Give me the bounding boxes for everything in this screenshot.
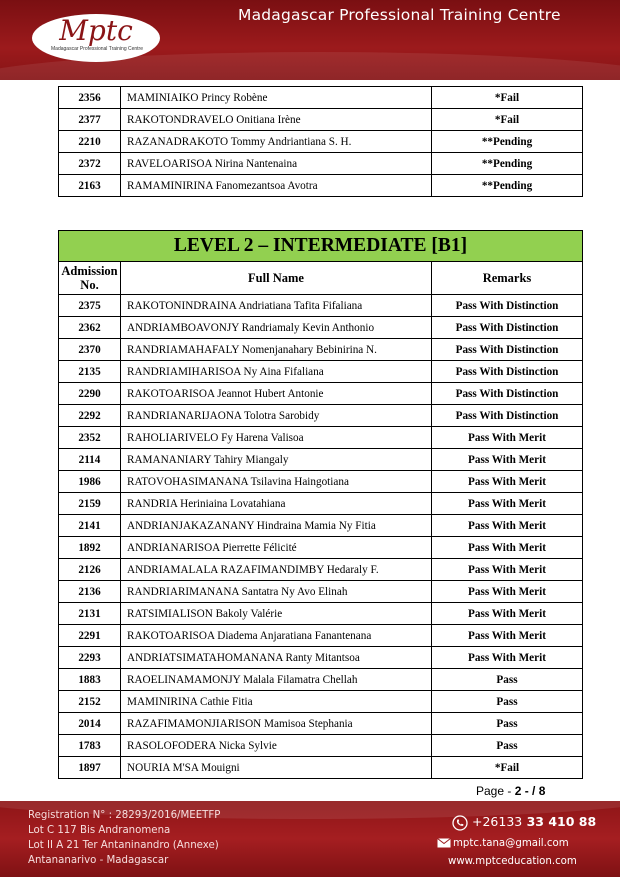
phone-contact xyxy=(452,814,596,831)
address-line-1: Lot C 117 Bis Andranomena xyxy=(28,825,171,836)
admission-number-cell: 1986 xyxy=(59,471,121,493)
level-title-row xyxy=(59,231,583,262)
admission-header-line2: No. xyxy=(80,278,99,292)
table-row xyxy=(59,581,583,603)
admission-number-cell: 2352 xyxy=(59,427,121,449)
page-number xyxy=(476,784,545,798)
admission-number-cell: 2377 xyxy=(59,109,121,131)
table-row xyxy=(59,175,583,197)
table-row xyxy=(59,317,583,339)
header-title: Madagascar Professional Training Centre xyxy=(238,6,561,24)
remark-cell: Pass xyxy=(432,691,583,713)
table-body xyxy=(59,295,583,779)
table-row xyxy=(59,625,583,647)
table-row xyxy=(59,361,583,383)
table-row xyxy=(59,757,583,779)
registration-number: Registration N° : 28293/2016/MEETFP xyxy=(28,810,221,821)
admission-number-cell: 2210 xyxy=(59,131,121,153)
table-row xyxy=(59,493,583,515)
remark-cell: Pass xyxy=(432,735,583,757)
admission-number-cell: 2131 xyxy=(59,603,121,625)
remark-cell: *Fail xyxy=(432,757,583,779)
admission-number-cell: 2135 xyxy=(59,361,121,383)
admission-number-cell: 2290 xyxy=(59,383,121,405)
admission-number-cell: 2291 xyxy=(59,625,121,647)
remark-cell: Pass xyxy=(432,713,583,735)
remark-cell: Pass With Distinction xyxy=(432,317,583,339)
admission-number-cell: 2362 xyxy=(59,317,121,339)
remark-cell: Pass With Merit xyxy=(432,625,583,647)
full-name-cell: RANDRIA Heriniaina Lovatahiana xyxy=(121,493,432,515)
full-name-cell: RAKOTOARISOA Jeannot Hubert Antonie xyxy=(121,383,432,405)
remark-cell: Pass With Merit xyxy=(432,427,583,449)
page-prefix: Page - xyxy=(476,784,515,798)
remark-cell: **Pending xyxy=(432,131,583,153)
table-row xyxy=(59,131,583,153)
table-row xyxy=(59,471,583,493)
full-name-cell: RANDRIARIMANANA Santatra Ny Avo Elinah xyxy=(121,581,432,603)
full-name-cell: RATSIMIALISON Bakoly Valérie xyxy=(121,603,432,625)
admission-number-cell: 2293 xyxy=(59,647,121,669)
remark-cell: Pass With Merit xyxy=(432,537,583,559)
admission-header xyxy=(59,262,121,295)
full-name-cell: RAHOLIARIVELO Fy Harena Valisoa xyxy=(121,427,432,449)
remark-cell: Pass With Distinction xyxy=(432,339,583,361)
admission-number-cell: 2372 xyxy=(59,153,121,175)
table-row xyxy=(59,383,583,405)
remark-cell: Pass xyxy=(432,669,583,691)
full-name-cell: ANDRIANJAKAZANANY Hindraina Mamia Ny Fitia xyxy=(121,515,432,537)
full-name-cell: RAZANADRAKOTO Tommy Andriantiana S. H. xyxy=(121,131,432,153)
remark-cell: Pass With Merit xyxy=(432,559,583,581)
admission-number-cell: 2126 xyxy=(59,559,121,581)
table-row xyxy=(59,515,583,537)
phone-prefix: +26133 xyxy=(472,814,523,829)
remark-cell: Pass With Merit xyxy=(432,603,583,625)
table-row xyxy=(59,669,583,691)
full-name-cell: RAKOTONDRAVELO Onitiana Irène xyxy=(121,109,432,131)
remark-cell: Pass With Distinction xyxy=(432,295,583,317)
results-table-continued xyxy=(58,86,583,197)
table-row xyxy=(59,559,583,581)
table-row xyxy=(59,295,583,317)
admission-number-cell: 2014 xyxy=(59,713,121,735)
full-name-cell: RASOLOFODERA Nicka Sylvie xyxy=(121,735,432,757)
level-title: LEVEL 2 – INTERMEDIATE [B1] xyxy=(59,231,583,262)
table-row xyxy=(59,153,583,175)
full-name-cell: MAMINIRINA Cathie Fitia xyxy=(121,691,432,713)
admission-number-cell: 2152 xyxy=(59,691,121,713)
admission-number-cell: 1897 xyxy=(59,757,121,779)
admission-number-cell: 2356 xyxy=(59,87,121,109)
table-row xyxy=(59,713,583,735)
full-name-cell: RAKOTONINDRAINA Andriatiana Tafita Fifaliana xyxy=(121,295,432,317)
remark-cell: Pass With Distinction xyxy=(432,383,583,405)
full-name-cell: RAKOTOARISOA Diadema Anjaratiana Fanantenana xyxy=(121,625,432,647)
table-row xyxy=(59,87,583,109)
phone-icon xyxy=(452,815,468,831)
full-name-cell: RATOVOHASIMANANA Tsilavina Haingotiana xyxy=(121,471,432,493)
full-name-cell: RANDRIAMAHAFALY Nomenjanahary Bebinirina N. xyxy=(121,339,432,361)
full-name-cell: NOURIA M'SA Mouigni xyxy=(121,757,432,779)
full-name-header: Full Name xyxy=(121,262,432,295)
remark-cell: Pass With Merit xyxy=(432,581,583,603)
table-row xyxy=(59,449,583,471)
full-name-cell: RAMAMINIRINA Fanomezantsoa Avotra xyxy=(121,175,432,197)
admission-number-cell: 2370 xyxy=(59,339,121,361)
email-contact[interactable] xyxy=(437,838,569,849)
table-row xyxy=(59,647,583,669)
admission-number-cell: 2292 xyxy=(59,405,121,427)
admission-number-cell: 1892 xyxy=(59,537,121,559)
table-body xyxy=(59,87,583,197)
remark-cell: Pass With Merit xyxy=(432,471,583,493)
column-header-row xyxy=(59,262,583,295)
full-name-cell: ANDRIANARISOA Pierrette Félicité xyxy=(121,537,432,559)
full-name-cell: RAVELOARISOA Nirina Nantenaina xyxy=(121,153,432,175)
admission-number-cell: 2136 xyxy=(59,581,121,603)
remark-cell: Pass With Merit xyxy=(432,449,583,471)
email-icon xyxy=(437,838,451,848)
remark-cell: Pass With Merit xyxy=(432,493,583,515)
remark-cell: Pass With Distinction xyxy=(432,405,583,427)
results-table-level-2 xyxy=(58,230,583,779)
remark-cell: Pass With Merit xyxy=(432,515,583,537)
admission-number-cell: 2114 xyxy=(59,449,121,471)
logo-subtitle: Madagascar Professional Training Centre xyxy=(51,46,143,52)
table-row xyxy=(59,735,583,757)
remark-cell: Pass With Distinction xyxy=(432,361,583,383)
admission-header-line1: Admission xyxy=(61,264,118,278)
website-link[interactable]: www.mptceducation.com xyxy=(448,856,577,867)
full-name-cell: ANDRIAMBOAVONJY Randriamaly Kevin Anthonio xyxy=(121,317,432,339)
full-name-cell: ANDRIAMALALA RAZAFIMANDIMBY Hedaraly F. xyxy=(121,559,432,581)
email-address[interactable]: mptc.tana@gmail.com xyxy=(453,838,569,849)
table-row xyxy=(59,405,583,427)
logo-text: Mptc xyxy=(59,14,133,47)
admission-number-cell: 2159 xyxy=(59,493,121,515)
full-name-cell: RAOELINAMAMONJY Malala Filamatra Chellah xyxy=(121,669,432,691)
remark-cell: *Fail xyxy=(432,109,583,131)
phone-number: 33 410 88 xyxy=(522,814,597,829)
remark-cell: *Fail xyxy=(432,87,583,109)
remark-cell: Pass With Merit xyxy=(432,647,583,669)
table-row xyxy=(59,427,583,449)
admission-number-cell: 2163 xyxy=(59,175,121,197)
admission-number-cell: 1783 xyxy=(59,735,121,757)
admission-number-cell: 2375 xyxy=(59,295,121,317)
full-name-cell: RANDRIAMIHARISOA Ny Aina Fifaliana xyxy=(121,361,432,383)
admission-number-cell: 2141 xyxy=(59,515,121,537)
full-name-cell: RAZAFIMAMONJIARISON Mamisoa Stephania xyxy=(121,713,432,735)
admission-number-cell: 1883 xyxy=(59,669,121,691)
remarks-header: Remarks xyxy=(432,262,583,295)
table-row xyxy=(59,109,583,131)
table-row xyxy=(59,603,583,625)
table-row xyxy=(59,537,583,559)
page-count: 2 - / 8 xyxy=(514,784,546,798)
table-row xyxy=(59,339,583,361)
remark-cell: **Pending xyxy=(432,153,583,175)
page-header xyxy=(0,0,620,80)
address-line-3: Antananarivo - Madagascar xyxy=(28,855,169,866)
full-name-cell: MAMINIAIKO Princy Robène xyxy=(121,87,432,109)
table-row xyxy=(59,691,583,713)
address-line-2: Lot II A 21 Ter Antaninandro (Annexe) xyxy=(28,840,219,851)
remark-cell: **Pending xyxy=(432,175,583,197)
full-name-cell: RAMANANIARY Tahiry Miangaly xyxy=(121,449,432,471)
full-name-cell: RANDRIANARIJAONA Tolotra Sarobidy xyxy=(121,405,432,427)
full-name-cell: ANDRIATSIMATAHOMANANA Ranty Mitantsoa xyxy=(121,647,432,669)
